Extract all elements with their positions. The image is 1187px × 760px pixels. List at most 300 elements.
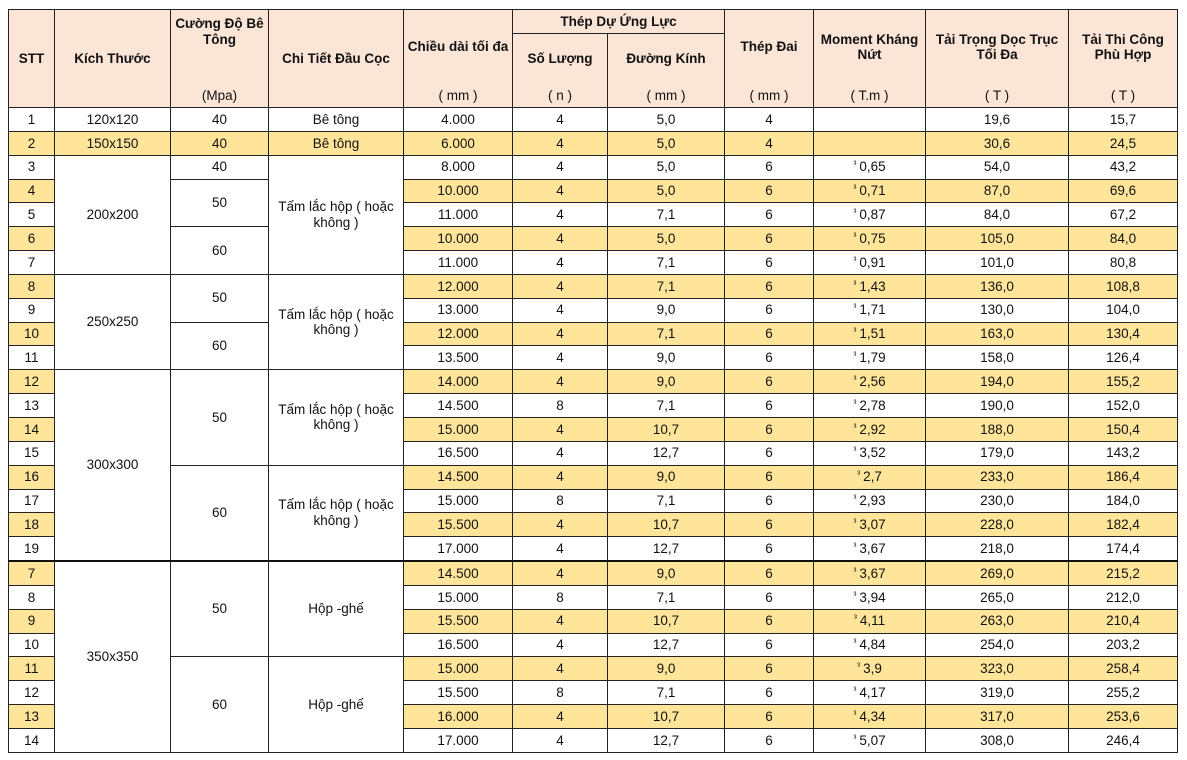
stt-cell: 7 <box>9 251 55 275</box>
ge-symbol: ³ <box>853 230 857 241</box>
unit-duong-kinh: ( mm ) <box>608 85 725 108</box>
stt-cell: 10 <box>9 633 55 657</box>
ge-symbol: ³ <box>853 589 857 600</box>
duong-kinh-cell: 12,7 <box>608 728 725 752</box>
moment-value: 3,67 <box>859 540 886 556</box>
stt-cell: 8 <box>9 274 55 298</box>
tai-trong-cell: 233,0 <box>926 465 1069 489</box>
length-cell: 16.500 <box>404 441 513 465</box>
length-cell: 15.000 <box>404 489 513 513</box>
tai-thi-cong-cell: 150,4 <box>1069 417 1178 441</box>
moment-value: 2,7 <box>863 469 882 485</box>
header-kich-thuoc: Kích Thước <box>55 10 171 108</box>
tai-thi-cong-cell: 104,0 <box>1069 298 1178 322</box>
table-row <box>9 322 1178 346</box>
ge-symbol: ³ <box>853 493 857 504</box>
so-luong-cell: 4 <box>513 251 608 275</box>
so-luong-cell: 4 <box>513 131 608 155</box>
tai-thi-cong-cell: 255,2 <box>1069 681 1178 705</box>
tai-trong-cell: 308,0 <box>926 728 1069 752</box>
stt-cell: 5 <box>9 203 55 227</box>
ge-symbol: ³ <box>853 326 857 337</box>
tai-thi-cong-cell: 80,8 <box>1069 251 1178 275</box>
moment-cell <box>814 513 926 537</box>
moment-cell <box>814 370 926 394</box>
duong-kinh-cell: 9,0 <box>608 298 725 322</box>
length-cell: 12.000 <box>404 322 513 346</box>
table-row <box>9 370 1178 394</box>
stt-cell: 1 <box>9 108 55 132</box>
length-cell: 16.500 <box>404 633 513 657</box>
tai-trong-cell: 105,0 <box>926 227 1069 251</box>
thep-dai-cell: 6 <box>725 609 814 633</box>
length-cell: 14.500 <box>404 465 513 489</box>
tai-trong-cell: 323,0 <box>926 657 1069 681</box>
duong-kinh-cell: 5,0 <box>608 131 725 155</box>
so-luong-cell: 8 <box>513 394 608 418</box>
header-stt: STT <box>9 10 55 108</box>
table-row <box>9 155 1178 179</box>
stt-cell: 8 <box>9 585 55 609</box>
so-luong-cell: 8 <box>513 489 608 513</box>
thep-dai-cell: 6 <box>725 394 814 418</box>
chi-tiet-cell: Hộp -ghế <box>269 561 404 657</box>
moment-value: 0,75 <box>859 230 886 246</box>
table-row <box>9 561 1178 585</box>
moment-value: 4,11 <box>859 613 886 629</box>
tai-trong-cell: 54,0 <box>926 155 1069 179</box>
moment-value: 0,91 <box>859 254 886 270</box>
thep-dai-cell: 6 <box>725 298 814 322</box>
moment-cell <box>814 251 926 275</box>
length-cell: 15.000 <box>404 585 513 609</box>
so-luong-cell: 4 <box>513 513 608 537</box>
so-luong-cell: 4 <box>513 441 608 465</box>
pile-spec-table <box>8 9 1178 753</box>
tai-thi-cong-cell: 43,2 <box>1069 155 1178 179</box>
tai-thi-cong-cell: 253,6 <box>1069 705 1178 729</box>
so-luong-cell: 4 <box>513 417 608 441</box>
tai-thi-cong-cell: 108,8 <box>1069 274 1178 298</box>
thep-dai-cell: 6 <box>725 155 814 179</box>
so-luong-cell: 4 <box>513 561 608 585</box>
chi-tiet-cell: Tấm lắc hộp ( hoặc không ) <box>269 155 404 274</box>
moment-value: 1,79 <box>859 350 886 366</box>
tai-thi-cong-cell: 155,2 <box>1069 370 1178 394</box>
chi-tiet-cell: Tấm lắc hộp ( hoặc không ) <box>269 274 404 369</box>
length-cell: 16.000 <box>404 705 513 729</box>
chi-tiet-cell: Bê tông <box>269 131 404 155</box>
moment-value: 4,17 <box>859 684 886 700</box>
thep-dai-cell: 6 <box>725 417 814 441</box>
stt-cell: 7 <box>9 561 55 585</box>
stt-cell: 13 <box>9 705 55 729</box>
tai-thi-cong-cell: 186,4 <box>1069 465 1178 489</box>
stt-cell: 9 <box>9 609 55 633</box>
so-luong-cell: 4 <box>513 346 608 370</box>
so-luong-cell: 4 <box>513 155 608 179</box>
moment-cell <box>814 585 926 609</box>
thep-dai-cell: 4 <box>725 131 814 155</box>
thep-dai-cell: 6 <box>725 681 814 705</box>
thep-dai-cell: 6 <box>725 346 814 370</box>
moment-cell <box>814 131 926 155</box>
tai-thi-cong-cell: 152,0 <box>1069 394 1178 418</box>
so-luong-cell: 4 <box>513 108 608 132</box>
header-cuong-do: Cường Độ Bê Tông <box>171 10 269 85</box>
tai-trong-cell: 87,0 <box>926 179 1069 203</box>
stt-cell: 17 <box>9 489 55 513</box>
tai-trong-cell: 188,0 <box>926 417 1069 441</box>
moment-cell <box>814 441 926 465</box>
ge-symbol: ³ <box>853 613 857 624</box>
header-chieu-dai: Chiều dài tối đa <box>404 10 513 85</box>
ge-symbol: ³ <box>853 445 857 456</box>
length-cell: 13.000 <box>404 298 513 322</box>
thep-dai-cell: 6 <box>725 370 814 394</box>
moment-value: 3,94 <box>859 589 886 605</box>
moment-value: 1,51 <box>859 326 886 342</box>
moment-cell <box>814 179 926 203</box>
length-cell: 13.500 <box>404 346 513 370</box>
so-luong-cell: 4 <box>513 179 608 203</box>
mpa-cell: 50 <box>171 370 269 465</box>
ge-symbol: ³ <box>853 637 857 648</box>
size-cell: 200x200 <box>55 155 171 274</box>
moment-cell <box>814 633 926 657</box>
moment-value: 0,87 <box>859 207 886 223</box>
moment-value: 2,92 <box>859 421 886 437</box>
thep-dai-cell: 6 <box>725 322 814 346</box>
thep-dai-cell: 6 <box>725 561 814 585</box>
stt-cell: 19 <box>9 537 55 561</box>
mpa-cell: 50 <box>171 274 269 322</box>
ge-symbol: ³ <box>857 661 861 672</box>
ge-symbol: ³ <box>853 254 857 265</box>
stt-cell: 18 <box>9 513 55 537</box>
tai-trong-cell: 194,0 <box>926 370 1069 394</box>
moment-cell <box>814 322 926 346</box>
tai-trong-cell: 317,0 <box>926 705 1069 729</box>
tai-trong-cell: 190,0 <box>926 394 1069 418</box>
duong-kinh-cell: 7,1 <box>608 203 725 227</box>
table-row <box>9 657 1178 681</box>
moment-value: 2,78 <box>859 397 886 413</box>
ge-symbol: ³ <box>853 350 857 361</box>
duong-kinh-cell: 7,1 <box>608 681 725 705</box>
chi-tiet-cell: Hộp -ghế <box>269 657 404 752</box>
moment-cell <box>814 203 926 227</box>
tai-thi-cong-cell: 126,4 <box>1069 346 1178 370</box>
moment-value: 3,07 <box>859 517 886 532</box>
length-cell: 15.000 <box>404 417 513 441</box>
tai-trong-cell: 158,0 <box>926 346 1069 370</box>
duong-kinh-cell: 5,0 <box>608 179 725 203</box>
thep-dai-cell: 6 <box>725 179 814 203</box>
size-cell: 250x250 <box>55 274 171 369</box>
length-cell: 15.500 <box>404 681 513 705</box>
tai-trong-cell: 230,0 <box>926 489 1069 513</box>
moment-cell <box>814 561 926 585</box>
moment-value: 3,67 <box>859 565 886 581</box>
stt-cell: 11 <box>9 657 55 681</box>
length-cell: 15.000 <box>404 657 513 681</box>
moment-value: 5,07 <box>859 732 886 748</box>
ge-symbol: ³ <box>853 565 857 576</box>
moment-value: 4,34 <box>859 708 886 724</box>
tai-trong-cell: 130,0 <box>926 298 1069 322</box>
moment-value: 3,9 <box>863 661 882 677</box>
thep-dai-cell: 6 <box>725 489 814 513</box>
thep-dai-cell: 6 <box>725 728 814 752</box>
length-cell: 8.000 <box>404 155 513 179</box>
table-row <box>9 108 1178 132</box>
ge-symbol: ³ <box>853 684 857 695</box>
so-luong-cell: 4 <box>513 705 608 729</box>
tai-trong-cell: 269,0 <box>926 561 1069 585</box>
tai-thi-cong-cell: 215,2 <box>1069 561 1178 585</box>
so-luong-cell: 4 <box>513 465 608 489</box>
duong-kinh-cell: 12,7 <box>608 441 725 465</box>
table-row <box>9 179 1178 203</box>
ge-symbol: ³ <box>853 207 857 218</box>
mpa-cell: 60 <box>171 322 269 370</box>
moment-value: 1,71 <box>859 302 886 318</box>
duong-kinh-cell: 7,1 <box>608 394 725 418</box>
moment-cell <box>814 705 926 729</box>
so-luong-cell: 4 <box>513 298 608 322</box>
thep-dai-cell: 6 <box>725 705 814 729</box>
moment-cell <box>814 298 926 322</box>
stt-cell: 9 <box>9 298 55 322</box>
stt-cell: 14 <box>9 417 55 441</box>
moment-value: 2,56 <box>859 373 886 389</box>
so-luong-cell: 4 <box>513 227 608 251</box>
length-cell: 11.000 <box>404 251 513 275</box>
duong-kinh-cell: 10,7 <box>608 705 725 729</box>
tai-trong-cell: 263,0 <box>926 609 1069 633</box>
moment-cell <box>814 728 926 752</box>
tai-thi-cong-cell: 84,0 <box>1069 227 1178 251</box>
length-cell: 12.000 <box>404 274 513 298</box>
length-cell: 6.000 <box>404 131 513 155</box>
tai-trong-cell: 228,0 <box>926 513 1069 537</box>
tai-trong-cell: 136,0 <box>926 274 1069 298</box>
length-cell: 14.500 <box>404 561 513 585</box>
header-moment: Moment Kháng Nứt <box>814 10 926 85</box>
header-thep-dai: Thép Đai <box>725 10 814 85</box>
thep-dai-cell: 6 <box>725 251 814 275</box>
unit-mpa: (Mpa) <box>171 85 269 108</box>
tai-thi-cong-cell: 24,5 <box>1069 131 1178 155</box>
so-luong-cell: 4 <box>513 537 608 561</box>
so-luong-cell: 4 <box>513 370 608 394</box>
moment-cell <box>814 465 926 489</box>
unit-thep-dai: ( mm ) <box>725 85 814 108</box>
tai-thi-cong-cell: 246,4 <box>1069 728 1178 752</box>
so-luong-cell: 4 <box>513 728 608 752</box>
tai-trong-cell: 319,0 <box>926 681 1069 705</box>
tai-thi-cong-cell: 174,4 <box>1069 537 1178 561</box>
ge-symbol: ³ <box>853 159 857 170</box>
table-row <box>9 274 1178 298</box>
ge-symbol: ³ <box>853 373 857 384</box>
header-thep-du-ung-luc: Thép Dự Ứng Lực <box>513 10 725 34</box>
thep-dai-cell: 6 <box>725 585 814 609</box>
unit-tai-thi-cong: ( T ) <box>1069 85 1178 108</box>
duong-kinh-cell: 9,0 <box>608 370 725 394</box>
tai-thi-cong-cell: 182,4 <box>1069 513 1178 537</box>
tai-thi-cong-cell: 143,2 <box>1069 441 1178 465</box>
size-cell: 350x350 <box>55 561 171 752</box>
thep-dai-cell: 6 <box>725 465 814 489</box>
duong-kinh-cell: 12,7 <box>608 537 725 561</box>
so-luong-cell: 8 <box>513 585 608 609</box>
chi-tiet-cell: Tấm lắc hộp ( hoặc không ) <box>269 465 404 561</box>
mpa-cell: 60 <box>171 465 269 561</box>
stt-cell: 16 <box>9 465 55 489</box>
moment-value: 2,93 <box>859 493 886 509</box>
unit-so-luong: ( n ) <box>513 85 608 108</box>
moment-cell <box>814 657 926 681</box>
length-cell: 15.500 <box>404 513 513 537</box>
thep-dai-cell: 6 <box>725 657 814 681</box>
tai-thi-cong-cell: 67,2 <box>1069 203 1178 227</box>
duong-kinh-cell: 7,1 <box>608 322 725 346</box>
so-luong-cell: 4 <box>513 322 608 346</box>
tai-trong-cell: 163,0 <box>926 322 1069 346</box>
header-duong-kinh: Đường Kính <box>608 34 725 85</box>
ge-symbol: ³ <box>853 302 857 313</box>
header-so-luong: Số Lượng <box>513 34 608 85</box>
mpa-cell: 60 <box>171 227 269 275</box>
so-luong-cell: 4 <box>513 657 608 681</box>
length-cell: 4.000 <box>404 108 513 132</box>
so-luong-cell: 4 <box>513 203 608 227</box>
moment-cell <box>814 108 926 132</box>
duong-kinh-cell: 5,0 <box>608 227 725 251</box>
table-row <box>9 131 1178 155</box>
length-cell: 10.000 <box>404 227 513 251</box>
stt-cell: 13 <box>9 394 55 418</box>
thep-dai-cell: 6 <box>725 274 814 298</box>
stt-cell: 10 <box>9 322 55 346</box>
duong-kinh-cell: 10,7 <box>608 513 725 537</box>
tai-thi-cong-cell: 203,2 <box>1069 633 1178 657</box>
tai-thi-cong-cell: 130,4 <box>1069 322 1178 346</box>
thep-dai-cell: 4 <box>725 108 814 132</box>
duong-kinh-cell: 5,0 <box>608 108 725 132</box>
so-luong-cell: 4 <box>513 633 608 657</box>
moment-value: 3,52 <box>859 445 886 461</box>
duong-kinh-cell: 10,7 <box>608 609 725 633</box>
tai-thi-cong-cell: 69,6 <box>1069 179 1178 203</box>
stt-cell: 12 <box>9 370 55 394</box>
so-luong-cell: 4 <box>513 609 608 633</box>
length-cell: 10.000 <box>404 179 513 203</box>
unit-chieu-dai: ( mm ) <box>404 85 513 108</box>
mpa-cell: 60 <box>171 657 269 752</box>
stt-cell: 6 <box>9 227 55 251</box>
ge-symbol: ³ <box>853 183 857 194</box>
tai-trong-cell: 179,0 <box>926 441 1069 465</box>
moment-cell <box>814 155 926 179</box>
ge-symbol: ³ <box>853 397 857 408</box>
mpa-cell: 50 <box>171 561 269 657</box>
duong-kinh-cell: 12,7 <box>608 633 725 657</box>
stt-cell: 4 <box>9 179 55 203</box>
thep-dai-cell: 6 <box>725 633 814 657</box>
moment-cell <box>814 274 926 298</box>
moment-value: 4,84 <box>859 637 886 653</box>
ge-symbol: ³ <box>853 421 857 432</box>
tai-trong-cell: 84,0 <box>926 203 1069 227</box>
thep-dai-cell: 6 <box>725 441 814 465</box>
thep-dai-cell: 6 <box>725 537 814 561</box>
duong-kinh-cell: 10,7 <box>608 417 725 441</box>
tai-thi-cong-cell: 184,0 <box>1069 489 1178 513</box>
stt-cell: 14 <box>9 728 55 752</box>
thep-dai-cell: 6 <box>725 227 814 251</box>
length-cell: 11.000 <box>404 203 513 227</box>
so-luong-cell: 4 <box>513 274 608 298</box>
length-cell: 17.000 <box>404 728 513 752</box>
moment-cell <box>814 681 926 705</box>
tai-thi-cong-cell: 212,0 <box>1069 585 1178 609</box>
moment-cell <box>814 227 926 251</box>
duong-kinh-cell: 7,1 <box>608 251 725 275</box>
table-row <box>9 227 1178 251</box>
tai-trong-cell: 19,6 <box>926 108 1069 132</box>
moment-cell <box>814 394 926 418</box>
length-cell: 14.000 <box>404 370 513 394</box>
duong-kinh-cell: 7,1 <box>608 585 725 609</box>
tai-thi-cong-cell: 258,4 <box>1069 657 1178 681</box>
duong-kinh-cell: 9,0 <box>608 561 725 585</box>
moment-cell <box>814 417 926 441</box>
length-cell: 15.500 <box>404 609 513 633</box>
moment-cell <box>814 346 926 370</box>
mpa-cell: 40 <box>171 108 269 132</box>
moment-cell <box>814 537 926 561</box>
header-chi-tiet-dau-coc: Chi Tiết Đầu Cọc <box>269 10 404 108</box>
ge-symbol: ³ <box>853 708 857 719</box>
size-cell: 150x150 <box>55 131 171 155</box>
chi-tiet-cell: Tấm lắc hộp ( hoặc không ) <box>269 370 404 465</box>
mpa-cell: 40 <box>171 155 269 179</box>
moment-value: 0,71 <box>859 183 886 199</box>
header-tai-thi-cong: Tải Thi Công Phù Hợp <box>1069 10 1178 85</box>
size-cell: 300x300 <box>55 370 171 561</box>
ge-symbol: ³ <box>857 469 861 480</box>
stt-cell: 15 <box>9 441 55 465</box>
ge-symbol: ³ <box>853 517 857 527</box>
tai-trong-cell: 218,0 <box>926 537 1069 561</box>
duong-kinh-cell: 7,1 <box>608 274 725 298</box>
moment-cell <box>814 489 926 513</box>
duong-kinh-cell: 9,0 <box>608 657 725 681</box>
unit-moment: ( T.m ) <box>814 85 926 108</box>
tai-trong-cell: 265,0 <box>926 585 1069 609</box>
unit-tai-trong: ( T ) <box>926 85 1069 108</box>
mpa-cell: 50 <box>171 179 269 227</box>
tai-trong-cell: 101,0 <box>926 251 1069 275</box>
moment-cell <box>814 609 926 633</box>
stt-cell: 3 <box>9 155 55 179</box>
ge-symbol: ³ <box>853 732 857 743</box>
header-tai-trong: Tải Trọng Dọc Trục Tối Đa <box>926 10 1069 85</box>
duong-kinh-cell: 9,0 <box>608 465 725 489</box>
